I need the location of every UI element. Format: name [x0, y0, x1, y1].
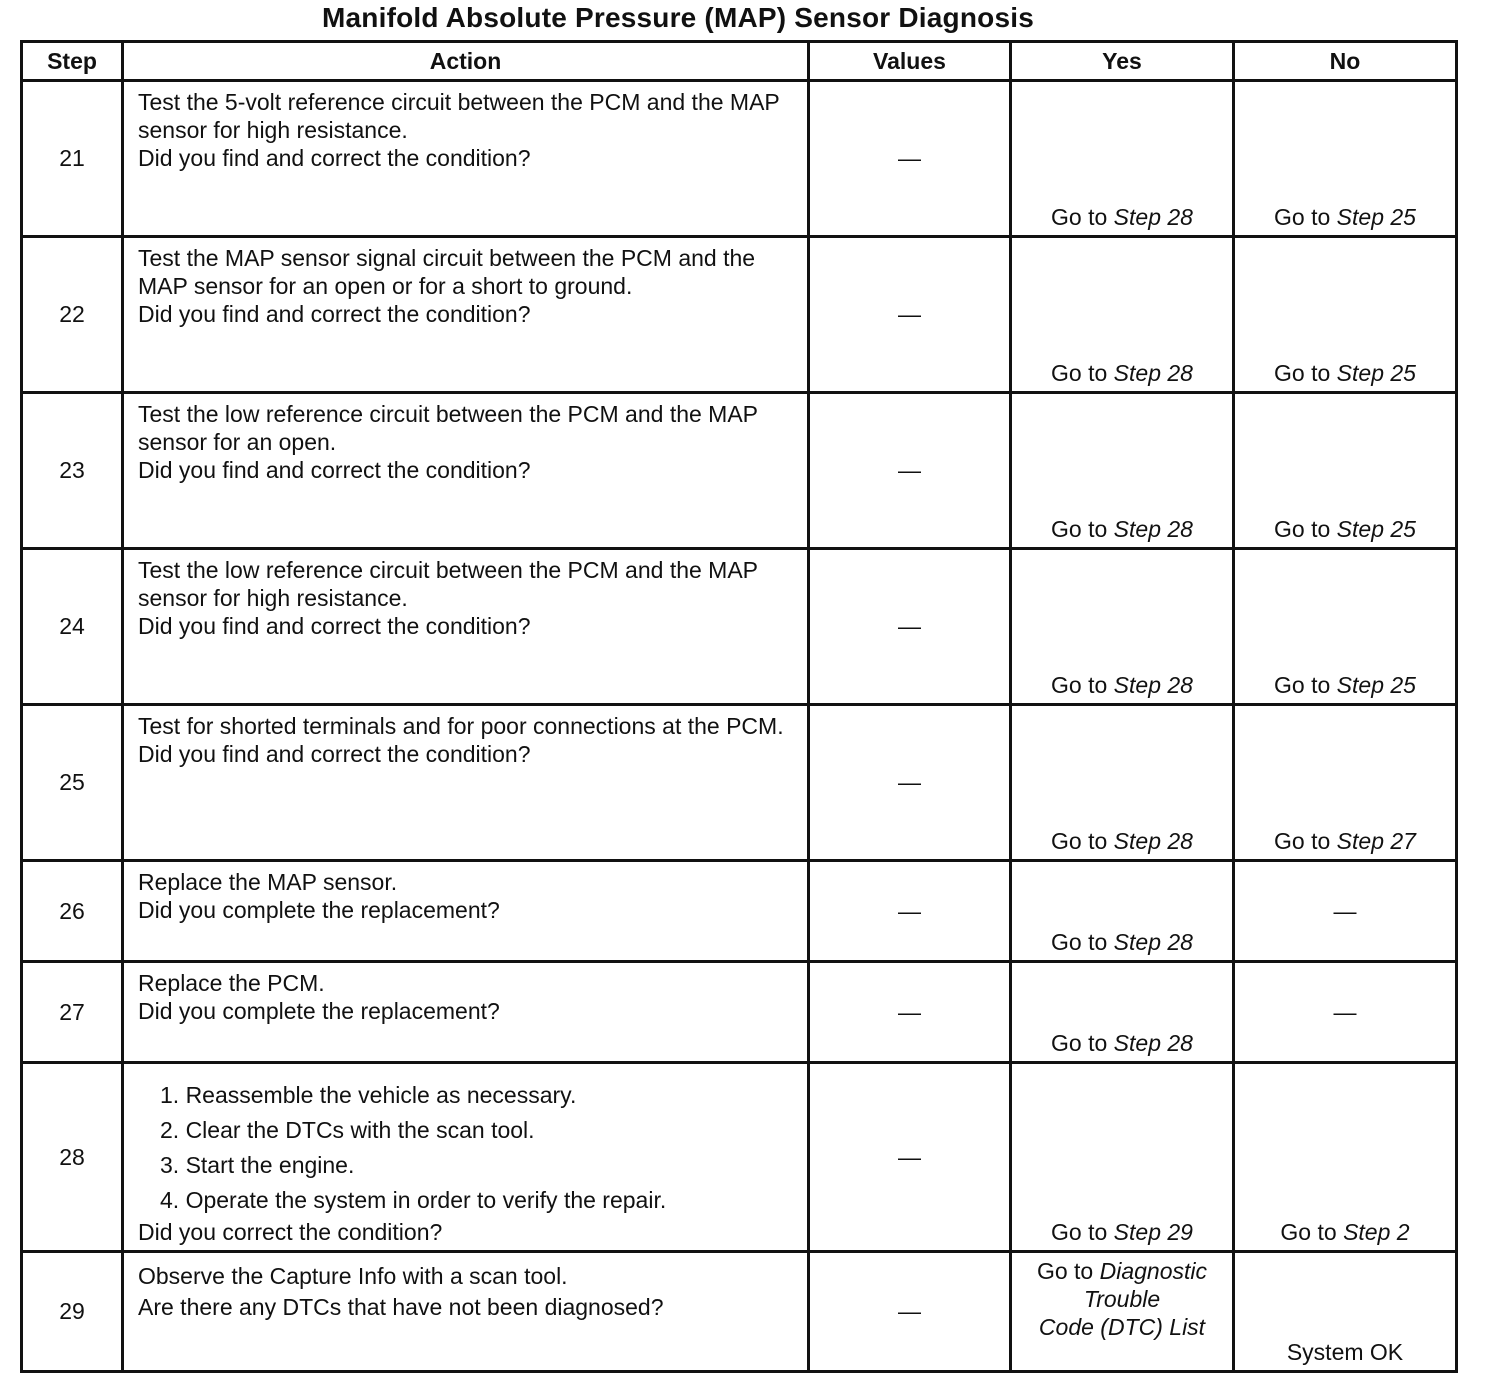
goto-label: Go to — [1051, 360, 1108, 386]
table-row — [22, 1252, 1457, 1372]
yes-cell — [1011, 1252, 1234, 1372]
yes-target: Step 28 — [1113, 929, 1193, 955]
action-question: Did you find and correct the condition? — [138, 457, 531, 483]
goto-label: Go to — [1280, 1219, 1337, 1245]
values-cell: — — [809, 962, 1011, 1063]
no-target: Step 25 — [1336, 204, 1416, 230]
step-number: 25 — [22, 705, 123, 861]
yes-cell — [1011, 705, 1234, 861]
step-number: 27 — [22, 962, 123, 1063]
diagnosis-table — [20, 40, 1458, 1373]
header-step: Step — [22, 42, 123, 81]
step-number: 24 — [22, 549, 123, 705]
goto-label: Go to — [1274, 204, 1331, 230]
no-cell — [1234, 549, 1457, 705]
action-text: Test the MAP sensor signal circuit between the PCM and the MAP sensor for an open or for a short to ground. — [138, 245, 756, 299]
values-cell: — — [809, 1063, 1011, 1252]
values-cell: — — [809, 81, 1011, 237]
goto-label: Go to — [1274, 828, 1331, 854]
table-row — [22, 705, 1457, 861]
header-yes: Yes — [1011, 42, 1234, 81]
action-text: Test for shorted terminals and for poor connections at the PCM. — [138, 713, 784, 739]
action-text: Test the low reference circuit between the PCM and the MAP sensor for high resistance. — [138, 557, 758, 611]
table-row — [22, 861, 1457, 962]
action-text: Replace the MAP sensor. — [138, 869, 398, 895]
action-text: Replace the PCM. — [138, 970, 325, 996]
header-action: Action — [123, 42, 809, 81]
action-text: Test the low reference circuit between the PCM and the MAP sensor for an open. — [138, 401, 758, 455]
goto-label: Go to — [1051, 1030, 1108, 1056]
goto-label: Go to — [1051, 516, 1108, 542]
action-cell — [123, 393, 809, 549]
step-number: 22 — [22, 237, 123, 393]
goto-label: Go to — [1051, 828, 1108, 854]
yes-target-line2: Trouble — [1083, 1286, 1161, 1312]
table-row — [22, 962, 1457, 1063]
goto-label: Go to — [1274, 672, 1331, 698]
yes-cell — [1011, 962, 1234, 1063]
list-item: 2. Clear the DTCs with the scan tool. — [160, 1117, 535, 1143]
goto-label: Go to — [1051, 929, 1108, 955]
list-item: 1. Reassemble the vehicle as necessary. — [160, 1082, 577, 1108]
action-cell — [123, 81, 809, 237]
values-cell: — — [809, 861, 1011, 962]
no-cell: — — [1234, 861, 1457, 962]
table-row — [22, 549, 1457, 705]
goto-label: Go to — [1274, 516, 1331, 542]
step-number: 26 — [22, 861, 123, 962]
no-cell — [1234, 81, 1457, 237]
no-target: Step 2 — [1343, 1219, 1410, 1245]
no-target: Step 25 — [1336, 672, 1416, 698]
yes-target: Step 28 — [1113, 516, 1193, 542]
action-question: Did you complete the replacement? — [138, 998, 500, 1024]
header-values: Values — [809, 42, 1011, 81]
action-cell — [123, 861, 809, 962]
no-cell — [1234, 705, 1457, 861]
action-cell — [123, 705, 809, 861]
action-question: Did you find and correct the condition? — [138, 145, 531, 171]
action-cell — [123, 1063, 809, 1252]
action-text: Observe the Capture Info with a scan tool. — [138, 1263, 568, 1289]
yes-target: Step 28 — [1113, 204, 1193, 230]
action-question: Did you find and correct the condition? — [138, 741, 531, 767]
step-number: 28 — [22, 1063, 123, 1252]
action-steps-list — [138, 1078, 797, 1218]
values-cell: — — [809, 705, 1011, 861]
action-cell — [123, 237, 809, 393]
values-cell: — — [809, 1252, 1011, 1372]
table-row — [22, 393, 1457, 549]
action-cell — [123, 549, 809, 705]
yes-target: Step 28 — [1113, 672, 1193, 698]
table-row — [22, 81, 1457, 237]
action-text: Test the 5-volt reference circuit between the PCM and the MAP sensor for high resistance. — [138, 89, 780, 143]
yes-target-line3: Code (DTC) List — [1038, 1314, 1206, 1340]
list-item: 4. Operate the system in order to verify the repair. — [160, 1187, 667, 1213]
list-item: 3. Start the engine. — [160, 1152, 355, 1178]
no-cell — [1234, 237, 1457, 393]
action-question: Did you find and correct the condition? — [138, 613, 531, 639]
action-cell — [123, 962, 809, 1063]
table-row — [22, 1063, 1457, 1252]
yes-cell — [1011, 861, 1234, 962]
goto-label: Go to — [1051, 1219, 1108, 1245]
no-cell: — — [1234, 962, 1457, 1063]
action-question: Did you correct the condition? — [138, 1219, 443, 1245]
no-cell — [1234, 393, 1457, 549]
step-number: 23 — [22, 393, 123, 549]
goto-label: Go to — [1051, 204, 1108, 230]
yes-cell — [1011, 237, 1234, 393]
values-cell: — — [809, 237, 1011, 393]
action-cell — [123, 1252, 809, 1372]
header-row — [22, 42, 1457, 81]
yes-target: Step 28 — [1113, 1030, 1193, 1056]
action-question: Did you complete the replacement? — [138, 897, 500, 923]
no-target: Step 27 — [1336, 828, 1416, 854]
step-number: 29 — [22, 1252, 123, 1372]
action-question: Are there any DTCs that have not been diagnosed? — [138, 1294, 664, 1320]
yes-target: Step 28 — [1113, 360, 1193, 386]
yes-target: Step 28 — [1113, 828, 1193, 854]
no-cell: System OK — [1234, 1252, 1457, 1372]
no-target: Step 25 — [1336, 360, 1416, 386]
table-row — [22, 237, 1457, 393]
goto-label: Go to — [1051, 672, 1108, 698]
no-target: Step 25 — [1336, 516, 1416, 542]
header-no: No — [1234, 42, 1457, 81]
values-cell: — — [809, 393, 1011, 549]
no-cell — [1234, 1063, 1457, 1252]
yes-target: Step 29 — [1113, 1219, 1193, 1245]
yes-target-line1: Diagnostic — [1099, 1258, 1208, 1284]
values-cell: — — [809, 549, 1011, 705]
yes-cell — [1011, 549, 1234, 705]
step-number: 21 — [22, 81, 123, 237]
yes-cell — [1011, 1063, 1234, 1252]
yes-cell — [1011, 393, 1234, 549]
goto-label: Go to — [1036, 1258, 1094, 1284]
goto-label: Go to — [1274, 360, 1331, 386]
yes-cell — [1011, 81, 1234, 237]
page-title: Manifold Absolute Pressure (MAP) Sensor Diagnosis — [322, 2, 1034, 33]
action-question: Did you find and correct the condition? — [138, 301, 531, 327]
